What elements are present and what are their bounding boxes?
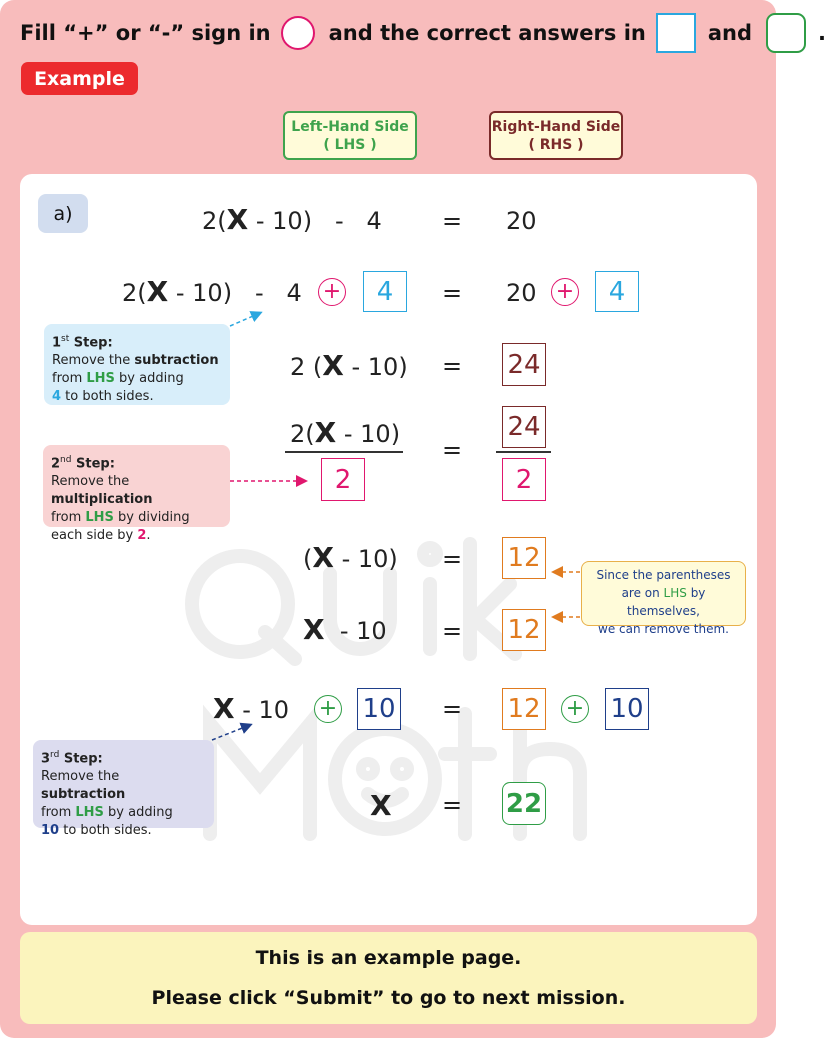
row2-box-lhs[interactable]: 4 [363, 271, 407, 312]
row7-box-rhs[interactable]: 12 [502, 688, 546, 730]
row7-sign-rhs[interactable]: + [561, 695, 589, 723]
row2-equals: = [441, 279, 463, 307]
row7-box-lhs[interactable]: 10 [357, 688, 401, 730]
instruction-text-1: Fill “+” or “-” sign in [20, 21, 271, 45]
row7-sign-lhs[interactable]: + [314, 695, 342, 723]
instruction-text-3: and [707, 21, 753, 45]
step3-callout: 3rd Step: Remove the subtraction from LHS by adding 10 to both sides. [33, 740, 214, 828]
row5-box-rhs[interactable]: 12 [502, 537, 546, 579]
row8-lhs: X [370, 789, 392, 822]
row2-sign-rhs[interactable]: + [551, 278, 579, 306]
instruction [20, 10, 826, 56]
row8-equals: = [441, 791, 463, 819]
row4-numerator: 2(X - 10) [290, 416, 401, 449]
row3-equals: = [441, 352, 463, 380]
lhs-header-abbr: ( LHS ) [323, 136, 377, 153]
work-card [20, 174, 757, 925]
row3-lhs: 2 (X - 10) [290, 349, 408, 382]
footer-line-1: This is an example page. [255, 947, 522, 969]
row6-equals: = [441, 617, 463, 645]
row3-box-rhs[interactable]: 24 [502, 343, 546, 386]
row5-equals: = [441, 545, 463, 573]
row2-rhs: 20 [506, 279, 537, 307]
step2-callout: 2nd Step: Remove the multiplication from LHS by dividing each side by 2. [43, 445, 230, 527]
footer-line-2: Please click “Submit” to go to next mission. [151, 987, 626, 1009]
row6-box-rhs[interactable]: 12 [502, 609, 546, 651]
row8-final-answer[interactable]: 22 [502, 782, 546, 825]
example-badge: Example [21, 62, 138, 95]
rhs-header [489, 111, 623, 160]
rhs-header-title: Right-Hand Side [491, 118, 621, 135]
question-label: a) [38, 194, 88, 233]
lhs-header [283, 111, 417, 160]
step3-arrow [212, 725, 250, 740]
row2-box-rhs[interactable]: 4 [595, 271, 639, 312]
row2-sign-lhs[interactable]: + [318, 278, 346, 306]
row5-lhs: (X - 10) [303, 541, 398, 574]
row4-box-denominator[interactable]: 2 [321, 458, 365, 501]
row6-lhs: X - 10 [303, 613, 387, 646]
row4-equals: = [441, 436, 463, 464]
row7-equals: = [441, 695, 463, 723]
instruction-text-4: . [818, 21, 826, 45]
parentheses-note-callout: Since the parentheses are on LHS by themselves, we can remove them. [581, 561, 746, 626]
lhs-header-title: Left-Hand Side [291, 118, 409, 135]
answer-box-legend [656, 13, 696, 53]
row1-rhs: 20 [506, 207, 537, 235]
final-answer-box-legend [766, 13, 806, 53]
step1-callout: 1st Step: Remove the subtraction from LHS by adding 4 to both sides. [44, 324, 230, 405]
row4-rhs-denominator[interactable]: 2 [502, 458, 546, 501]
instruction-text-2: and the correct answers in [328, 21, 646, 45]
row7-lhs: X - 10 [213, 692, 290, 725]
callout-arrows [20, 174, 757, 925]
row7-box-rhs-2[interactable]: 10 [605, 688, 649, 730]
row2-lhs: 2(X - 10) - 4 [122, 275, 302, 308]
footer-message [20, 932, 757, 1024]
row4-rhs-numerator[interactable]: 24 [502, 406, 546, 448]
row1-equals: = [441, 207, 463, 235]
sign-circle-legend [281, 16, 315, 50]
step1-arrow [230, 313, 260, 326]
rhs-header-abbr: ( RHS ) [528, 136, 584, 153]
row1-lhs: 2(X - 10) - 4 [202, 203, 382, 236]
